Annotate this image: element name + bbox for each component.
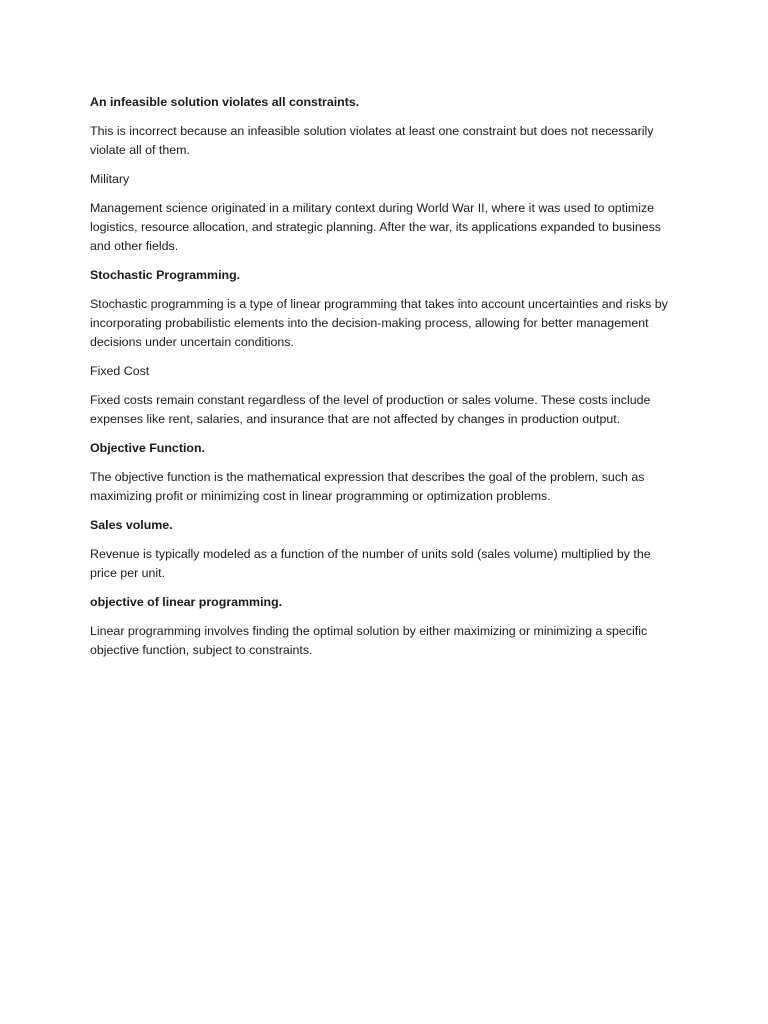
answer-label-fixed-cost: Fixed Cost bbox=[90, 364, 150, 378]
answer-paragraph-sales-volume: Revenue is typically modeled as a function of the number of units sold (sales volume) multiplied by the price per unit. bbox=[90, 547, 651, 580]
question-heading-infeasible-solution: An infeasible solution violates all constraints. bbox=[90, 95, 360, 109]
document-page bbox=[90, 93, 680, 670]
answer-paragraph-military: Management science originated in a military context during World War II, where it was used to optimize logistics, resource allocation, and strategic planning. After the war, its applications expanded to business and other fields. bbox=[90, 201, 661, 253]
answer-heading-objective-linear-programming: objective of linear programming. bbox=[90, 595, 283, 609]
answer-paragraph-infeasible-solution: This is incorrect because an infeasible solution violates at least one constraint but does not necessarily violate all of them. bbox=[90, 124, 654, 157]
answer-paragraph-objective-function: The objective function is the mathematical expression that describes the goal of the problem, such as maximizing profit or minimizing cost in linear programming or optimization problems. bbox=[90, 470, 645, 503]
answer-heading-sales-volume: Sales volume. bbox=[90, 518, 173, 532]
answer-paragraph-fixed-cost: Fixed costs remain constant regardless of the level of production or sales volume. These costs include expenses like rent, salaries, and insurance that are not affected by changes in production output. bbox=[90, 393, 651, 426]
answer-paragraph-stochastic-programming: Stochastic programming is a type of linear programming that takes into account uncertainties and risks by incorporating probabilistic elements into the decision-making process, allowing for better management decisions under uncertain conditions. bbox=[90, 297, 668, 349]
answer-label-military: Military bbox=[90, 172, 130, 186]
answer-paragraph-objective-linear-programming: Linear programming involves finding the optimal solution by either maximizing or minimizing a specific objective function, subject to constraints. bbox=[90, 624, 648, 657]
answer-heading-objective-function: Objective Function. bbox=[90, 441, 205, 455]
answer-heading-stochastic-programming: Stochastic Programming. bbox=[90, 268, 241, 282]
